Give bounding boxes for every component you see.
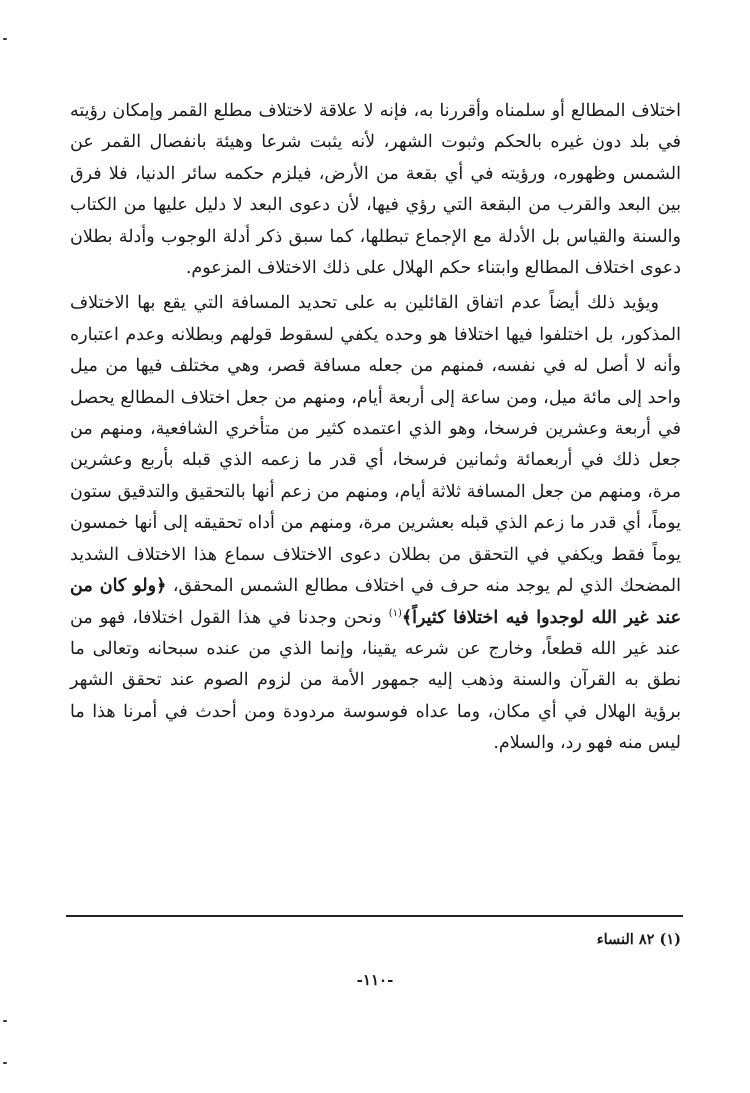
- footnote-separator: [66, 915, 683, 917]
- footnote: (١) ٨٢ النساء: [596, 931, 681, 948]
- scan-artifact-mark: [3, 1062, 7, 1064]
- quran-verse: ﴿ولو كان من عند غير الله لوجدوا فيه اختلافا كثيراً﴾: [70, 576, 682, 628]
- paragraph-2-text-after: ونحن وجدنا في هذا القول اختلافا، فهو من عند غير الله قطعاً، وخارج عن شرعه يقينا، وإنما الذي من عنده سبحانه وتعالى ما نطق به القرآن والسنة وذهب إليه جمهور الأمة من لزوم الصوم عند تحقق الشهر برؤية الهلال في أي مكان، وما عداه فوسوسة مردودة ومن أحدث في أمرنا هذا ما ليس منه فهو رد، والسلام.: [70, 607, 681, 754]
- paragraph-2: [70, 288, 681, 759]
- body-text: [70, 96, 681, 760]
- footnote-reference: (١): [388, 607, 402, 619]
- paragraph-1: اختلاف المطالع أو سلمناه وأقررنا به، فإنه لا علاقة لاختلاف مطلع القمر وإمكان رؤيته في بلد دون غيره بالحكم وثبوت الشهر، لأنه يثبت شرعا وهيئة بانفصال القمر عن الشمس وظهوره، ورؤيته في أي بقعة من الأرض، فيلزم حكمه سائر الدنيا، فلا فرق بين البعد والقرب من البقعة التي رؤي فيها، لأن دعوى البعد لا دليل عليها من الكتاب والسنة والقياس بل الأدلة مع الإجماع تبطلها، كما سبق ذكر أدلة الوجوب وأدلة بطلان دعوى اختلاف المطالع وابتناء حكم الهلال على ذلك الاختلاف المزعوم.: [70, 101, 681, 279]
- paragraph-2-text-before: ويؤيد ذلك أيضاً عدم اتفاق القائلين به على تحديد المسافة التي يقع بها الاختلاف المذكور، بل اختلفوا فيها اختلافا هو وحده يكفي لسقوط قولهم وبطلانه وعدم اعتباره وأنه لا أصل له في نفسه، فمنهم من جعله مسافة قصر، وهي مختلف فيها من ميل واحد إلى مائة ميل، ومن ساعة إلى أربعة أيام، ومنهم من جعل اختلاف المطالع يحصل في أربعة وعشرين فرسخا، وهو الذي اعتمده كثير من متأخري الشافعية، ومنهم من جعل ذلك في أربعمائة وثمانين فرسخا، أي قدر ما زعمه الذي قبله بأربع وعشرين مرة، ومنهم من جعل المسافة ثلاثة أيام، ومنهم من زعم أنها بالتحقيق والتدقيق ستون يوماً، أي قدر ما زعم الذي قبله بعشرين مرة، ومنهم من أداه تحقيقه إلى أنها خمسون يوماً فقط ويكفي في التحقق من بطلان دعوى الاختلاف سماع هذا الاختلاف الشديد المضحك الذي لم يوجد منه حرف في اختلاف مطالع الشمس المحقق،: [70, 293, 681, 597]
- scan-artifact-mark: [3, 1020, 7, 1022]
- scan-artifact-mark: [3, 38, 7, 40]
- page-number: -١١٠-: [356, 971, 394, 989]
